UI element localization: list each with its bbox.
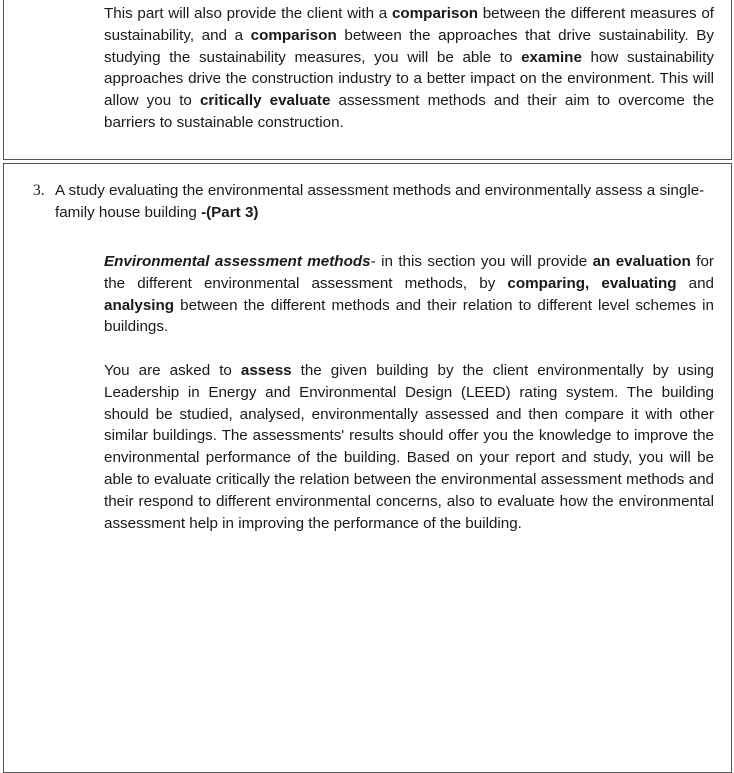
bold-term: critically evaluate bbox=[199, 92, 331, 110]
part2-comparison-paragraph bbox=[104, 3, 714, 134]
text: This part will also provide the client with a bbox=[104, 5, 392, 22]
text: A study evaluating the environmental assessment methods and environmentally assess a single-family house building bbox=[55, 182, 705, 221]
bold-term: analysing bbox=[104, 296, 175, 314]
text: how sustainability approaches drive the construction industry to a better impact on the environment. This will allow you to bbox=[104, 48, 714, 110]
bold-term: comparison bbox=[391, 5, 479, 22]
bold-term: an evaluation bbox=[592, 253, 691, 270]
assessment-methods-paragraph bbox=[104, 251, 714, 338]
text: between the different measures of sustainability, and a bbox=[104, 5, 715, 44]
text: the given building by the client environmentally by using Leadership in Energy and Environmental Design (LEED) rating system. The building should be studied, analysed, environmentally assessed and then compare it with other similar buildings. The assessments' results should offer you the knowledge to improve the environmental performance of the building. Based on your report and study, you will be able to evaluate critically the relation between the environmental assessment methods and their respond to different environmental concerns, also to evaluate how the environmental assessment help in improving the performance of the building. bbox=[104, 362, 714, 532]
part-label: -(Part 3) bbox=[201, 203, 259, 221]
text: for the different environmental assessment methods, by bbox=[104, 253, 714, 292]
bold-term: comparing, evaluating bbox=[507, 274, 677, 292]
text: You are asked to bbox=[104, 362, 241, 379]
text: and bbox=[676, 274, 714, 292]
list-number: 3. bbox=[33, 182, 45, 199]
bold-term: examine bbox=[521, 48, 582, 66]
text: between the approaches that drive sustainability. By studying the sustainability measures, you will be able to bbox=[104, 26, 714, 66]
bold-term: assess bbox=[240, 362, 292, 379]
text: - in this section you will provide bbox=[370, 253, 593, 270]
text: between the different methods and their relation to different level schemes in buildings. bbox=[104, 296, 714, 336]
leed-assessment-paragraph bbox=[104, 360, 714, 534]
bold-term: comparison bbox=[250, 26, 337, 44]
text: assessment methods and their aim to overcome the barriers to sustainable construction. bbox=[104, 92, 715, 131]
list-item-text bbox=[55, 180, 714, 224]
section-heading-inline: Environmental assessment methods bbox=[104, 253, 371, 270]
